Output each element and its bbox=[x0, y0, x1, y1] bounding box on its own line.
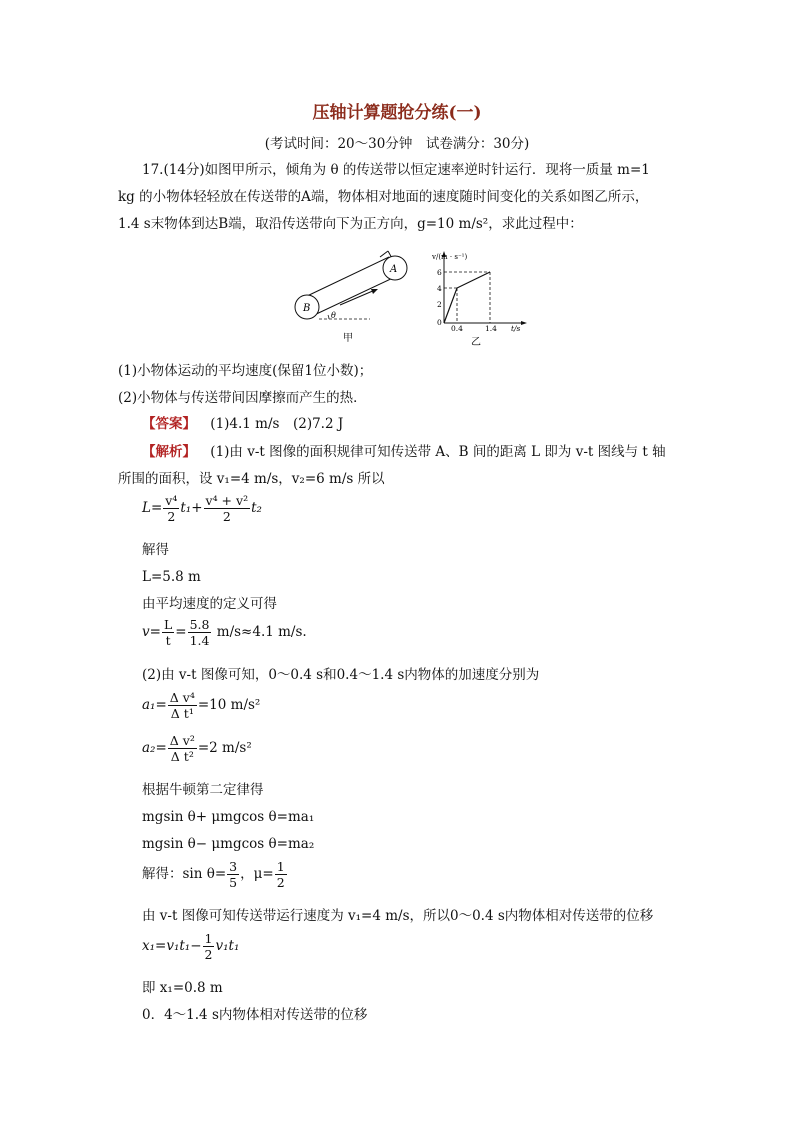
y-tick-6: 6 bbox=[437, 268, 442, 277]
y-axis-label: v/(m · s⁻¹) bbox=[432, 253, 468, 261]
x1-frac-num: 1 bbox=[204, 931, 213, 946]
equation-x1 bbox=[142, 931, 239, 962]
sin-frac-num: 3 bbox=[229, 859, 238, 874]
mu-fraction bbox=[275, 859, 287, 890]
mu-frac-num: 1 bbox=[276, 859, 285, 874]
fraction-2-num: v⁴ + v² bbox=[205, 493, 249, 508]
problem-line-3: 1.4 s末物体到达B端，取沿传送带向下为正方向，g=10 m/s²，求此过程中： bbox=[118, 216, 583, 232]
x-tick-0-4: 0.4 bbox=[451, 324, 463, 333]
origin-label: 0 bbox=[437, 318, 442, 327]
newton-law-label: 根据牛顿第二定律得 bbox=[142, 782, 264, 798]
question-2: (2)小物体与传送带间因摩擦而产生的热． bbox=[118, 390, 367, 406]
vbar-rhs: m/s≈4.1 m/s. bbox=[216, 624, 307, 640]
a2-frac-den: Δ t² bbox=[170, 749, 194, 764]
a1-frac-den: Δ t¹ bbox=[170, 706, 194, 721]
y-tick-4: 4 bbox=[437, 284, 442, 293]
vbar-frac-1-num: L bbox=[163, 617, 173, 632]
last-line: 0．4～1.4 s内物体相对传送带的位移 bbox=[142, 1007, 368, 1023]
sin-frac-den: 5 bbox=[229, 875, 238, 890]
x1-rhs: v₁t₁ bbox=[215, 938, 240, 954]
question-1: (1)小物体运动的平均速度(保留1位小数)； bbox=[118, 363, 373, 379]
caption-yi: 乙 bbox=[471, 337, 481, 348]
fraction-1-den: 2 bbox=[167, 509, 176, 524]
answer-text: (1)4.1 m/s (2)7.2 J bbox=[210, 416, 344, 432]
answer-tag: 【答案】 bbox=[142, 416, 196, 432]
vbar-frac-2-den: 1.4 bbox=[189, 633, 210, 648]
theta-label: θ bbox=[331, 311, 336, 320]
equation-distance bbox=[142, 493, 262, 524]
x1-frac-den: 2 bbox=[204, 947, 213, 962]
analysis-line-1 bbox=[142, 442, 666, 462]
fraction-1 bbox=[163, 493, 179, 524]
a2-fraction bbox=[168, 733, 197, 764]
sol-lhs: 解得：sin θ= bbox=[142, 866, 227, 882]
y-tick-2: 2 bbox=[437, 300, 442, 309]
analysis-text-1: (1)由 v-t 图像的面积规律可知传送带 A、B 间的距离 L 即为 v-t 图线与 t 轴 bbox=[210, 444, 666, 460]
equation-newton-1: mgsin θ+ μmgcos θ=ma₁ bbox=[142, 809, 315, 825]
a1-frac-num: Δ v⁴ bbox=[169, 690, 195, 705]
x1-result: 即 x₁=0.8 m bbox=[142, 980, 223, 996]
problem-line-2: kg 的小物体轻轻放在传送带的A端，物体相对地面的速度随时间变化的关系如图乙所示， bbox=[118, 189, 649, 205]
sol-mid: ，μ= bbox=[240, 866, 274, 882]
motion-arrow bbox=[340, 290, 375, 305]
figure-conveyor-belt bbox=[285, 245, 415, 345]
average-speed-def: 由平均速度的定义可得 bbox=[142, 596, 277, 612]
fraction-1-num: v⁴ bbox=[165, 493, 178, 508]
eq-l-lhs: L= bbox=[142, 500, 163, 516]
part-2-intro: (2)由 v-t 图像可知，0～0.4 s和0.4～1.4 s内物体的加速度分别为 bbox=[142, 667, 540, 683]
a1-rhs: =10 m/s² bbox=[197, 697, 261, 713]
solve-label-1: 解得 bbox=[142, 542, 169, 558]
sin-fraction bbox=[227, 859, 239, 890]
analysis-line-2: 所围的面积，设 v₁=4 m/s，v₂=6 m/s 所以 bbox=[118, 471, 385, 487]
eq-l-t1: t₁+ bbox=[180, 500, 203, 516]
a2-frac-num: Δ v² bbox=[169, 733, 195, 748]
eq-l-t2: t₂ bbox=[251, 500, 262, 516]
equation-a2 bbox=[142, 733, 252, 764]
distance-result: L=5.8 m bbox=[142, 569, 201, 585]
a2-lhs: a₂= bbox=[142, 740, 167, 756]
a1-fraction bbox=[168, 690, 197, 721]
belt-speed-text: 由 v-t 图像可知传送带运行速度为 v₁=4 m/s，所以0～0.4 s内物体相对传送带的位移 bbox=[142, 908, 654, 924]
vbar-fraction-1 bbox=[162, 617, 174, 648]
equation-newton-2: mgsin θ− μmgcos θ=ma₂ bbox=[142, 836, 315, 852]
a1-lhs: a₁= bbox=[142, 697, 167, 713]
caption-jia: 甲 bbox=[343, 333, 353, 344]
label-b: B bbox=[303, 303, 311, 314]
x-tick-1-4: 1.4 bbox=[485, 324, 497, 333]
equation-average-speed bbox=[142, 617, 307, 648]
figure-vt-graph bbox=[425, 245, 540, 350]
analysis-tag: 【解析】 bbox=[142, 444, 196, 460]
x1-lhs: x₁=v₁t₁− bbox=[142, 938, 202, 954]
page-title: 压轴计算题抢分练(一) bbox=[312, 103, 482, 123]
x-axis-label: t/s bbox=[511, 324, 521, 333]
mu-frac-den: 2 bbox=[276, 875, 285, 890]
vbar-frac-2-num: 5.8 bbox=[189, 617, 210, 632]
vbar-fraction-2 bbox=[188, 617, 212, 648]
fraction-2-den: 2 bbox=[222, 509, 231, 524]
answer-line bbox=[142, 414, 343, 434]
problem-line-1: 17.(14分)如图甲所示，倾角为 θ 的传送带以恒定速率逆时针运行．现将一质量 m=1 bbox=[142, 162, 650, 178]
vbar-eq: = bbox=[175, 624, 187, 640]
a2-rhs: =2 m/s² bbox=[197, 740, 252, 756]
equation-solution bbox=[142, 859, 288, 890]
vbar-frac-1-den: t bbox=[165, 633, 171, 648]
vbar-lhs: v= bbox=[142, 624, 161, 640]
x1-fraction bbox=[203, 931, 215, 962]
exam-info: (考试时间：20～30分钟 试卷满分：30分) bbox=[264, 136, 530, 152]
equation-a1 bbox=[142, 690, 260, 721]
label-a: A bbox=[390, 264, 398, 275]
vt-line bbox=[444, 272, 490, 323]
fraction-2 bbox=[204, 493, 251, 524]
